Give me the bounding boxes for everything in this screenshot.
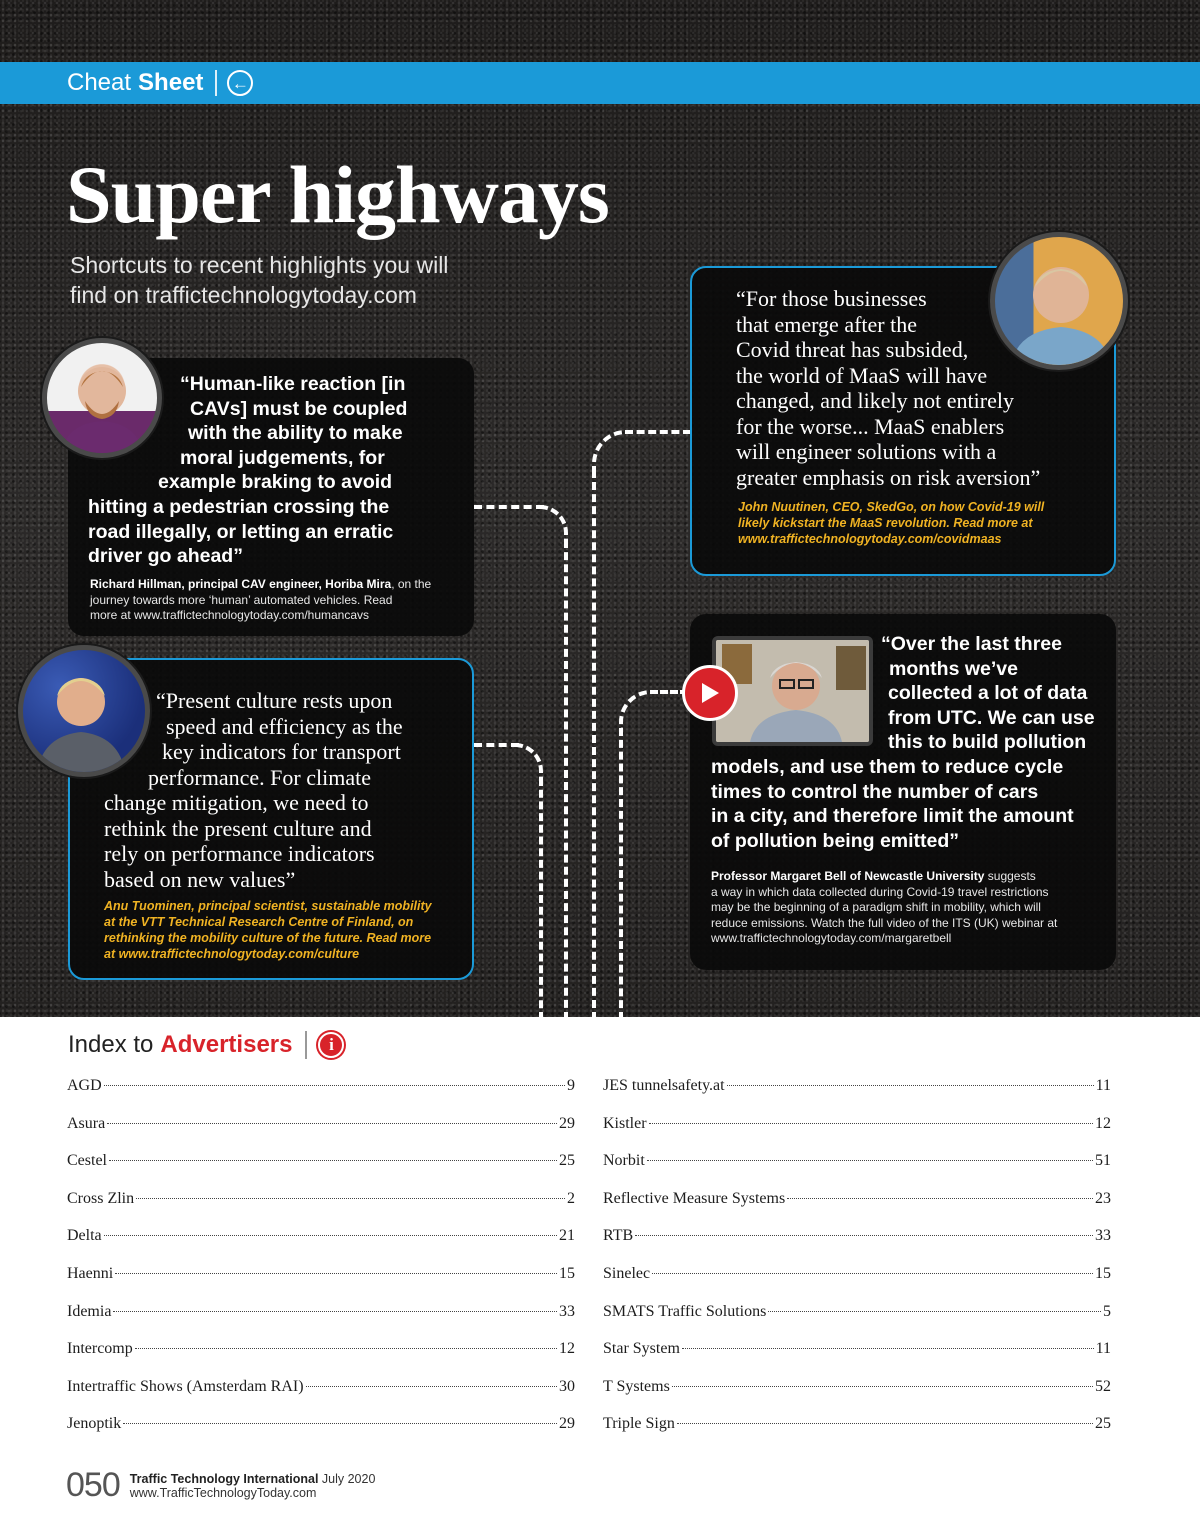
advertiser-page: 12: [1095, 1114, 1111, 1132]
dot-leader: [647, 1160, 1093, 1161]
advertiser-name: T Systems: [603, 1377, 670, 1395]
advertiser-name: Intercomp: [67, 1340, 133, 1358]
connector-line: [619, 728, 623, 1017]
advertiser-entry: [67, 1303, 575, 1341]
advertiser-page: 29: [559, 1415, 575, 1433]
advertiser-page: 11: [1095, 1077, 1111, 1094]
dot-leader: [768, 1311, 1101, 1312]
advertiser-page: 30: [559, 1377, 575, 1395]
dot-leader: [107, 1123, 557, 1124]
advertiser-entry: [67, 1378, 575, 1416]
quote-text-hillman: “Human-like reaction [in CAVs] must be coupled with the ability to make moral judgements, for example braking to avoid hitting a pedestrian crossing the road illegally, or letting an erratic driver go ahead”: [88, 373, 408, 568]
caption-bell: Professor Margaret Bell of Newcastle University suggests a way in which data collected during Covid-19 travel restrictions may be the beginning of a paradigm shift in mobility, which will reduce emissions. Watch the full video of the ITS (UK) webinar at www.traffictechnologytoday.com/margaretbell: [711, 869, 1058, 945]
advertiser-entry: [603, 1190, 1111, 1228]
advertiser-page: 25: [559, 1152, 575, 1170]
advertiser-entry: [603, 1265, 1111, 1303]
advertiser-entry: [67, 1265, 575, 1303]
page-number: 050: [66, 1466, 120, 1504]
advertiser-entry: [67, 1227, 575, 1265]
advertiser-entry: [603, 1415, 1111, 1453]
advertiser-name: Kistler: [603, 1114, 647, 1132]
advertiser-entry: [603, 1303, 1111, 1341]
back-arrow-icon[interactable]: ←: [227, 70, 253, 96]
advertiser-entry: [67, 1340, 575, 1378]
info-icon: i: [318, 1032, 344, 1058]
advertiser-page: 33: [1095, 1227, 1111, 1245]
advertiser-name: Delta: [67, 1227, 102, 1245]
page-footer: [66, 1466, 375, 1505]
advertiser-page: 52: [1095, 1377, 1111, 1395]
dot-leader: [635, 1235, 1093, 1236]
publication-name: Traffic Technology International: [129, 1471, 319, 1486]
advertiser-name: Intertraffic Shows (Amsterdam RAI): [67, 1377, 304, 1395]
caption-tuominen: Anu Tuominen, principal scientist, sustainable mobility at the VTT Technical Research Centre of Finland, on rethinking the mobility culture of the future. Read more at www.traffictechnologytoday.com/culture: [104, 899, 432, 961]
advertiser-name: Idemia: [67, 1302, 112, 1320]
caption-hillman: Richard Hillman, principal CAV engineer, Horiba Mira, on the journey towards more ‘human’ automated vehicles. Read more at www.traffictechnologytoday.com/humancavs: [90, 577, 432, 622]
quote-text-nuutinen: “For those businesses that emerge after the Covid threat has subsided, the world of MaaS will have changed, and likely not entirely for the worse... MaaS enablers will engineer solutions with a greater emphasis on risk aversion”: [736, 286, 1041, 490]
advertiser-list-left: [67, 1077, 575, 1453]
dot-leader: [306, 1386, 557, 1387]
quote-text-bell: “Over the last three months we’ve collected a lot of data from UTC. We can use this to build pollution models, and use them to reduce cycle times to control the number of cars in a city, and therefore limit the amount of pollution being emitted”: [711, 633, 1095, 852]
advertiser-name: AGD: [67, 1077, 102, 1094]
advertiser-name: Haenni: [67, 1264, 114, 1282]
advertiser-entry: [603, 1227, 1111, 1265]
advertiser-entry: [67, 1190, 575, 1228]
advertiser-page: 23: [1095, 1189, 1111, 1207]
connector-line: [592, 430, 630, 475]
connector-line: [515, 743, 543, 783]
advertiser-name: RTB: [603, 1227, 634, 1245]
connector-line: [625, 430, 691, 434]
advertiser-page: 51: [1095, 1152, 1111, 1170]
index-heading-light: Index to: [68, 1031, 154, 1058]
dot-leader: [787, 1198, 1093, 1199]
section-label-light: Cheat: [67, 69, 132, 96]
dot-leader: [123, 1423, 557, 1424]
website-link[interactable]: www.TrafficTechnologyToday.com: [129, 1485, 317, 1500]
connector-line: [592, 470, 596, 1017]
footer-meta: [130, 1472, 376, 1500]
advertiser-name: Asura: [67, 1114, 106, 1132]
dot-leader: [727, 1085, 1094, 1086]
dot-leader: [677, 1423, 1093, 1424]
quote-text-tuominen: “Present culture rests upon speed and efficiency as the key indicators for transport performance. For climate change mitigation, we need to rethink the present culture and rely on performance indicators based on new values”: [104, 688, 403, 892]
advertiser-page: 5: [1103, 1302, 1111, 1320]
advertiser-entry: [603, 1115, 1111, 1153]
advertiser-name: Cestel: [67, 1152, 107, 1170]
advertiser-entry: [603, 1378, 1111, 1416]
section-label-bold: Sheet: [138, 69, 204, 96]
advertiser-name: Triple Sign: [603, 1415, 675, 1433]
caption-nuutinen: John Nuutinen, CEO, SkedGo, on how Covid-19 will likely kickstart the MaaS revolution. Read more at www.traffictechnologytoday.com/covidmaas: [738, 500, 1045, 546]
connector-line: [619, 690, 655, 732]
advertiser-list-right: [603, 1077, 1111, 1453]
dot-leader: [136, 1198, 565, 1199]
connector-line: [539, 778, 543, 1017]
advertiser-page: 9: [567, 1077, 575, 1094]
dot-leader: [104, 1235, 557, 1236]
advertiser-page: 25: [1095, 1415, 1111, 1433]
dot-leader: [113, 1311, 557, 1312]
advertiser-page: 11: [1095, 1340, 1111, 1358]
advertiser-entry: [67, 1077, 575, 1115]
index-divider: [305, 1031, 307, 1059]
advertiser-page: 15: [1095, 1264, 1111, 1282]
issue-date: July 2020: [321, 1471, 376, 1486]
connector-line: [474, 743, 519, 747]
connector-line: [474, 505, 544, 509]
advertiser-entry: [603, 1077, 1111, 1115]
advertiser-page: 29: [559, 1114, 575, 1132]
advertiser-page: 12: [559, 1340, 575, 1358]
advertiser-name: Cross Zlin: [67, 1189, 135, 1207]
connector-line: [564, 540, 568, 1017]
page-title: Super highways: [66, 149, 609, 240]
dot-leader: [115, 1273, 557, 1274]
page-subtitle: Shortcuts to recent highlights you will find on traffictechnologytoday.com: [70, 252, 449, 308]
advertiser-entry: [67, 1415, 575, 1453]
index-heading: [68, 1031, 344, 1059]
advertiser-entry: [603, 1152, 1111, 1190]
index-heading-bold: Advertisers: [160, 1031, 293, 1058]
advertiser-name: Norbit: [603, 1152, 645, 1170]
advertiser-page: 21: [559, 1227, 575, 1245]
dot-leader: [682, 1348, 1094, 1349]
advertiser-name: Star System: [603, 1340, 680, 1358]
connector-line: [540, 505, 568, 545]
advertiser-name: SMATS Traffic Solutions: [603, 1302, 767, 1320]
dot-leader: [672, 1386, 1093, 1387]
section-divider: [215, 70, 217, 96]
advertiser-entry: [67, 1152, 575, 1190]
advertiser-page: 33: [559, 1302, 575, 1320]
advertiser-entry: [603, 1340, 1111, 1378]
dot-leader: [652, 1273, 1093, 1274]
advertiser-name: JES tunnelsafety.at: [603, 1077, 725, 1094]
dot-leader: [649, 1123, 1093, 1124]
advertiser-name: Reflective Measure Systems: [603, 1189, 786, 1207]
advertiser-name: Sinelec: [603, 1264, 651, 1282]
dot-leader: [109, 1160, 557, 1161]
advertiser-name: Jenoptik: [67, 1415, 122, 1433]
section-bar: [0, 62, 1200, 104]
advertiser-page: 15: [559, 1264, 575, 1282]
dot-leader: [104, 1085, 565, 1086]
dot-leader: [135, 1348, 557, 1349]
advertiser-entry: [67, 1115, 575, 1153]
advertiser-page: 2: [567, 1189, 575, 1207]
